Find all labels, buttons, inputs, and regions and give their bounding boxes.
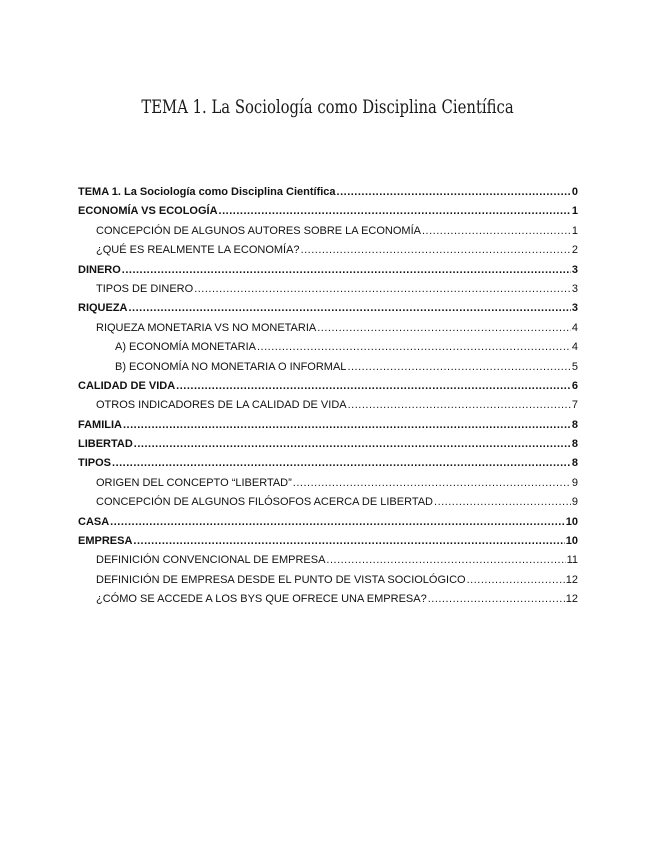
toc-entry[interactable] <box>78 377 578 396</box>
toc-entry-label: CONCEPCIÓN DE ALGUNOS FILÓSOFOS ACERCA DE LIBERTAD <box>96 496 434 509</box>
toc-entry-label: OTROS INDICADORES DE LA CALIDAD DE VIDA <box>96 399 347 412</box>
toc-dot-leader <box>110 513 565 532</box>
toc-entry-page: 6 <box>571 379 578 392</box>
toc-dot-leader <box>337 183 571 202</box>
toc-entry-page: 8 <box>571 438 578 451</box>
toc-entry-label: B) ECONOMÍA NO MONETARIA O INFORMAL <box>115 360 347 373</box>
toc-dot-leader <box>293 474 571 493</box>
toc-dot-leader <box>176 377 571 396</box>
toc-entry-label: CONCEPCIÓN DE ALGUNOS AUTORES SOBRE LA ECONOMÍA <box>96 224 421 237</box>
toc-entry[interactable] <box>78 435 578 454</box>
toc-entry-label: DEFINICIÓN CONVENCIONAL DE EMPRESA <box>96 554 326 567</box>
toc-entry[interactable] <box>78 551 578 570</box>
toc-entry[interactable] <box>78 474 578 493</box>
document-title: TEMA 1. La Sociología como Disciplina Científica <box>141 96 514 118</box>
toc-entry-page: 3 <box>571 302 578 315</box>
toc-entry[interactable] <box>78 532 578 551</box>
toc-entry-label: TIPOS DE DINERO <box>96 282 194 295</box>
toc-entry-label: DINERO <box>78 263 121 276</box>
toc-dot-leader <box>348 396 571 415</box>
toc-dot-leader <box>112 454 571 473</box>
toc-entry-label: LIBERTAD <box>78 438 133 451</box>
toc-dot-leader <box>194 280 571 299</box>
toc-dot-leader <box>422 222 571 241</box>
toc-entry-label: RIQUEZA <box>78 302 128 315</box>
toc-entry-label: DEFINICIÓN DE EMPRESA DESDE EL PUNTO DE VISTA SOCIOLÓGICO <box>96 573 466 586</box>
toc-entry-page: 3 <box>571 282 578 295</box>
toc-entry-page: 1 <box>571 224 578 237</box>
toc-entry[interactable] <box>78 571 578 590</box>
toc-entry[interactable] <box>78 358 578 377</box>
toc-dot-leader <box>134 435 571 454</box>
toc-dot-leader <box>326 551 565 570</box>
toc-entry-page: 8 <box>571 457 578 470</box>
toc-entry-page: 9 <box>571 476 578 489</box>
toc-entry-page: 10 <box>565 535 578 548</box>
toc-entry[interactable] <box>78 493 578 512</box>
toc-dot-leader <box>428 590 565 609</box>
toc-entry[interactable] <box>78 241 578 260</box>
table-of-contents <box>78 183 578 610</box>
toc-entry-label: EMPRESA <box>78 535 133 548</box>
toc-entry-page: 4 <box>571 341 578 354</box>
toc-entry[interactable] <box>78 261 578 280</box>
toc-dot-leader <box>301 241 571 260</box>
toc-entry-page: 8 <box>571 418 578 431</box>
toc-entry-label: A) ECONOMÍA MONETARIA <box>115 341 256 354</box>
toc-dot-leader <box>257 338 571 357</box>
toc-entry[interactable] <box>78 299 578 318</box>
toc-dot-leader <box>123 416 571 435</box>
toc-entry-label: ORIGEN DEL CONCEPTO “LIBERTAD” <box>96 476 292 489</box>
toc-entry[interactable] <box>78 319 578 338</box>
toc-dot-leader <box>467 571 565 590</box>
toc-dot-leader <box>129 299 571 318</box>
toc-entry[interactable] <box>78 416 578 435</box>
toc-entry-label: ECONOMÍA VS ECOLOGÍA <box>78 205 218 218</box>
toc-entry-label: TEMA 1. La Sociología como Disciplina Científica <box>78 186 336 198</box>
toc-dot-leader <box>122 261 571 280</box>
toc-entry-page: 5 <box>571 360 578 373</box>
toc-entry[interactable] <box>78 222 578 241</box>
toc-entry-page: 9 <box>571 496 578 509</box>
toc-entry[interactable] <box>78 280 578 299</box>
toc-entry-label: FAMILIA <box>78 418 122 431</box>
toc-entry[interactable] <box>78 183 578 202</box>
toc-entry[interactable] <box>78 202 578 221</box>
toc-dot-leader <box>219 202 571 221</box>
toc-dot-leader <box>434 493 571 512</box>
toc-entry-label: ¿CÓMO SE ACCEDE A LOS BYS QUE OFRECE UNA EMPRESA? <box>96 593 427 606</box>
toc-entry-label: CALIDAD DE VIDA <box>78 379 176 392</box>
toc-entry-label: TIPOS <box>78 457 112 470</box>
toc-entry-page: 2 <box>571 244 578 257</box>
toc-entry-page: 1 <box>571 205 578 218</box>
toc-entry-page: 7 <box>571 399 578 412</box>
toc-entry-page: 4 <box>571 321 578 334</box>
toc-entry[interactable] <box>78 590 578 609</box>
toc-entry-page: 0 <box>571 186 578 198</box>
toc-entry-page: 12 <box>565 593 578 606</box>
toc-entry-label: RIQUEZA MONETARIA VS NO MONETARIA <box>96 321 317 334</box>
toc-entry-page: 11 <box>566 554 578 567</box>
toc-entry-page: 3 <box>571 263 578 276</box>
toc-dot-leader <box>317 319 571 338</box>
toc-dot-leader <box>133 532 564 551</box>
toc-dot-leader <box>347 358 570 377</box>
toc-entry[interactable] <box>78 454 578 473</box>
toc-entry[interactable] <box>78 338 578 357</box>
toc-entry-label: CASA <box>78 515 110 528</box>
toc-entry[interactable] <box>78 513 578 532</box>
toc-entry-page: 10 <box>565 515 578 528</box>
toc-entry-label: ¿QUÉ ES REALMENTE LA ECONOMÍA? <box>96 244 300 257</box>
toc-entry-page: 12 <box>565 573 578 586</box>
toc-entry[interactable] <box>78 396 578 415</box>
